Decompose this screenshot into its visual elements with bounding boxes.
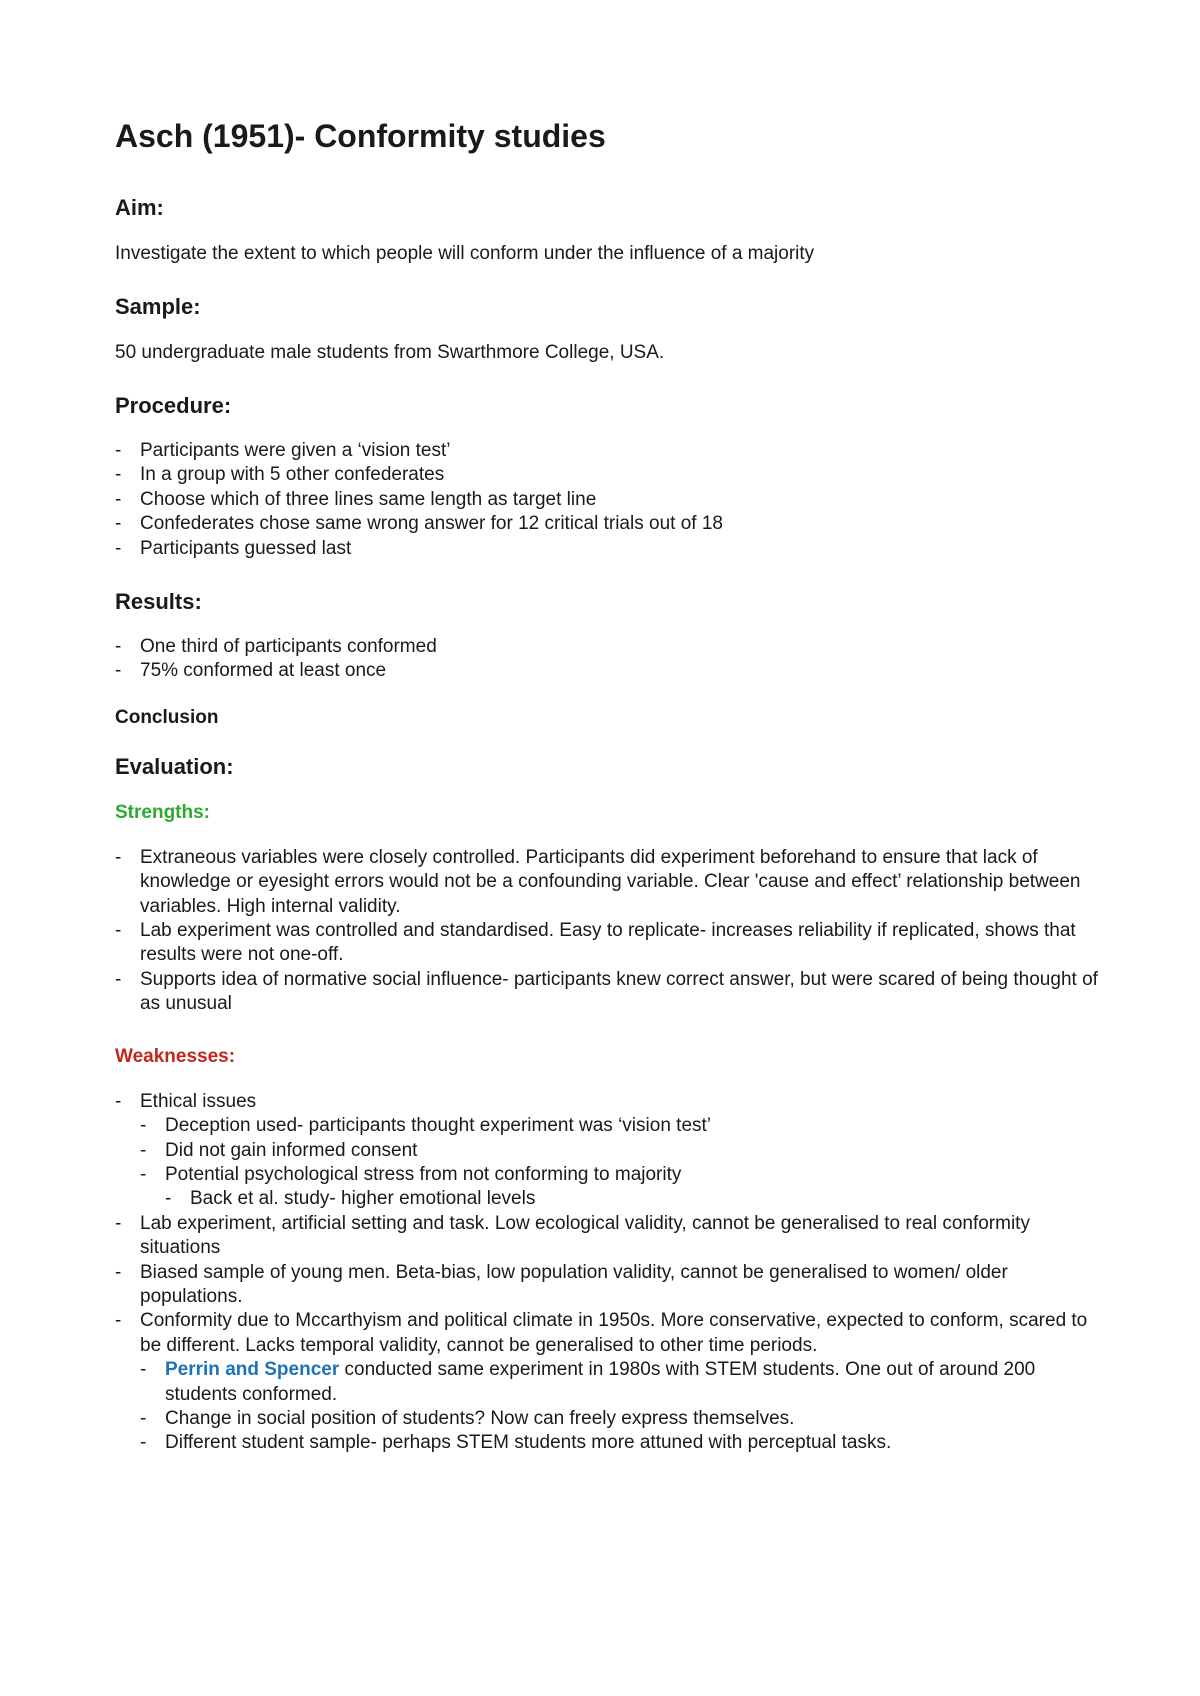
results-list <box>115 635 1105 684</box>
strengths-heading: Strengths: <box>115 801 210 823</box>
weaknesses-heading: Weaknesses: <box>115 1045 236 1067</box>
procedure-heading: Procedure: <box>115 393 232 418</box>
list-item: - Change in social position of students? Now can freely express themselves. <box>140 1407 795 1429</box>
list-item: - Participants guessed last <box>115 537 352 559</box>
list-item: - Choose which of three lines same length as target line <box>115 488 597 510</box>
aim-heading: Aim: <box>115 195 164 220</box>
results-heading: Results: <box>115 589 202 615</box>
list-item: - One third of participants conformed <box>115 636 437 658</box>
list-item: - 75% conformed at least once <box>115 660 387 682</box>
list-item: - Back et al. study- higher emotional levels <box>165 1188 536 1210</box>
list-item: - Participants were given a ‘vision test’ <box>115 440 451 461</box>
list-item: - Deception used- participants thought experiment was ‘vision test’ <box>140 1115 712 1137</box>
evaluation-heading: Evaluation: <box>115 753 234 779</box>
ethical-sublist <box>140 1114 1105 1212</box>
sample-text: 50 undergraduate male students from Swarthmore College, USA. <box>115 342 665 363</box>
list-item: - Supports idea of normative social influence- participants knew correct answer, but were scared of being thought of as unusual <box>115 968 1098 1015</box>
perrin-spencer-link[interactable]: Perrin and Spencer <box>165 1359 340 1381</box>
sample-heading: Sample: <box>115 294 201 319</box>
list-item: - Lab experiment was controlled and standardised. Easy to replicate- increases reliability if replicated, shows that results were not one-off. <box>115 920 1076 966</box>
strengths-list <box>115 846 1105 1017</box>
list-item: - Conformity due to Mccarthyism and political climate in 1950s. More conservative, expected to conform, scared to be different. Lacks temporal validity, cannot be generalised to other time periods. - Perrin and Spencer conducted same experiment in 1980s with STEM students. One out of around 200 students conformed. - Change in social position of students? Now can freely express themselves. - Different student sample- perhaps STEM students more attuned with perceptual tasks. <box>115 1309 1105 1455</box>
stress-sublist <box>165 1187 1105 1211</box>
mccarthy-sublist <box>140 1358 1105 1456</box>
procedure-list <box>115 439 1105 561</box>
page-title: Asch (1951)- Conformity studies <box>115 118 606 154</box>
aim-text: Investigate the extent to which people will conform under the influence of a majority <box>115 243 815 264</box>
list-item: - Extraneous variables were closely controlled. Participants did experiment beforehand to ensure that lack of knowledge or eyesight errors would not be a confounding variable. Clear 'cause and effect’ relationship between variables. High internal validity. <box>115 846 1081 917</box>
list-item: - Ethical issues - Deception used- participants thought experiment was ‘vision test’ - Did not gain informed consent - Potential psychological stress from not conforming to majority - Back et al. study- higher emotional levels <box>115 1090 1105 1212</box>
list-item: - Different student sample- perhaps STEM students more attuned with perceptual tasks. <box>140 1432 892 1454</box>
list-item: - Biased sample of young men. Beta-bias, low population validity, cannot be generalised to women/ older populations. <box>115 1261 1008 1307</box>
weaknesses-list <box>115 1090 1105 1456</box>
conclusion-heading: Conclusion <box>115 706 219 728</box>
list-item: - Lab experiment, artificial setting and task. Low ecological validity, cannot be generalised to real conformity situations <box>115 1212 1030 1259</box>
list-item: - Potential psychological stress from not conforming to majority - Back et al. study- higher emotional levels <box>140 1163 1105 1212</box>
document-content <box>115 116 1105 1456</box>
list-item: - In a group with 5 other confederates <box>115 464 445 486</box>
list-item: - Confederates chose same wrong answer for 12 critical trials out of 18 <box>115 513 723 535</box>
list-item: - Did not gain informed consent <box>140 1139 418 1161</box>
list-item: - Perrin and Spencer conducted same experiment in 1980s with STEM students. One out of around 200 students conformed. <box>140 1359 1036 1405</box>
